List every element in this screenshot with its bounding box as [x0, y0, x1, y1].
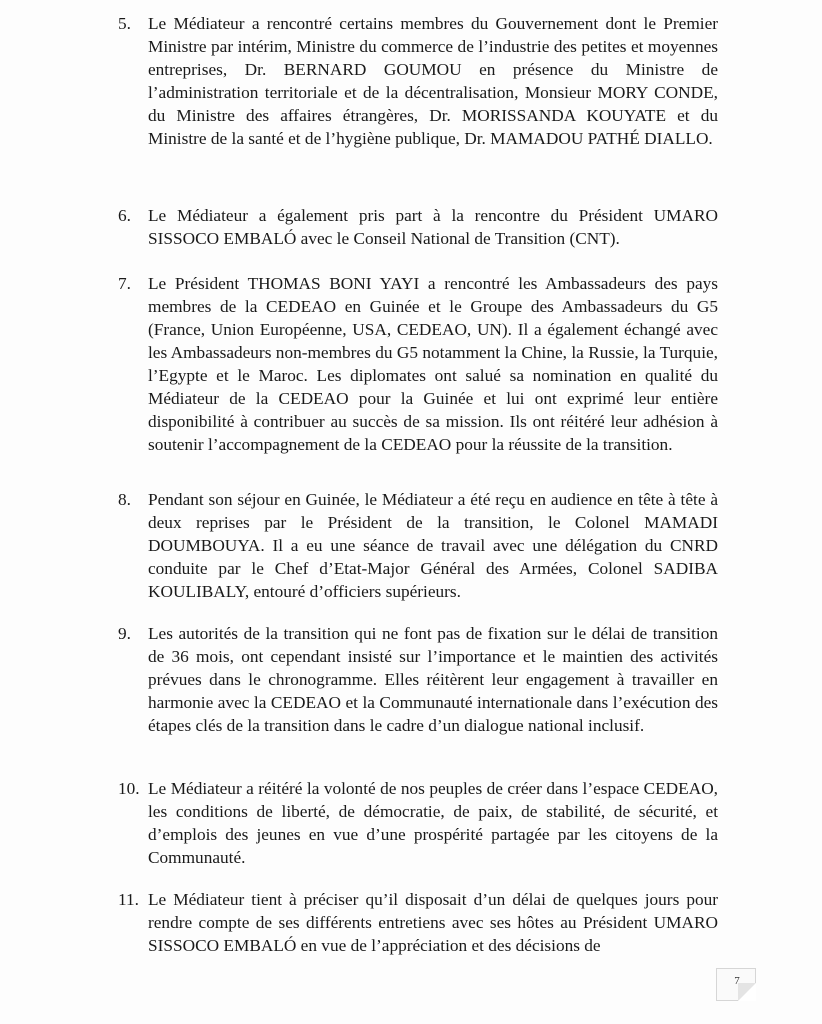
item-number: 8.: [118, 490, 131, 509]
item-number: 9.: [118, 624, 131, 643]
list-item: [118, 888, 718, 957]
item-text: Les autorités de la transition qui ne font pas de fixation sur le délai de transition de 36 mois, ont cependant insisté sur l’importance et le maintien des activités prévues dans le chronogramme. Elles réitèrent leur engagement à travailler en harmonie avec la CEDEAO et la Communauté internationale dans l’exécution des étapes clés de la transition dans le cadre d’un dialogue national inclusif.: [148, 624, 718, 735]
item-text: Le Président THOMAS BONI YAYI a rencontré les Ambassadeurs des pays membres de la CEDEAO en Guinée et le Groupe des Ambassadeurs du G5 (France, Union Européenne, USA, CEDEAO, UN). Il a également échangé avec les Ambassadeurs non-membres du G5 notamment la Chine, la Russie, la Turquie, l’Egypte et le Maroc. Les diplomates ont salué sa nomination en qualité du Médiateur de la CEDEAO pour la Guinée et lui ont exprimé leur entière disponibilité à contribuer au succès de sa mission. Ils ont réitéré leur adhésion à soutenir l’accompagnement de la CEDEAO pour la réussite de la transition.: [148, 274, 718, 454]
item-text: Le Médiateur a également pris part à la rencontre du Président UMARO SISSOCO EMBALÓ avec le Conseil National de Transition (CNT).: [148, 206, 718, 248]
list-item: [118, 488, 718, 603]
item-text: Le Médiateur a réitéré la volonté de nos peuples de créer dans l’espace CEDEAO, les conditions de liberté, de démocratie, de paix, de stabilité, de sécurité, et d’emplois des jeunes en vue d’une prospérité partagée par les citoyens de la Communauté.: [148, 779, 718, 867]
item-text: Pendant son séjour en Guinée, le Médiateur a été reçu en audience en tête à tête à deux reprises par le Président de la transition, le Colonel MAMADI DOUMBOUYA. Il a eu une séance de travail avec une délégation du CNRD conduite par le Chef d’Etat-Major Général des Armées, Colonel SADIBA KOULIBALY, entouré d’officiers supérieurs.: [148, 490, 718, 601]
list-item: [118, 204, 718, 250]
list-item: [118, 272, 718, 456]
list-item: [118, 777, 718, 869]
page-curl-corner: [738, 983, 756, 1001]
item-number: 11.: [118, 890, 139, 909]
item-number: 7.: [118, 274, 131, 293]
item-text: Le Médiateur a rencontré certains membres du Gouvernement dont le Premier Ministre par intérim, Ministre du commerce de l’industrie des petites et moyennes entreprises, Dr. BERNARD GOUMOU en présence du Ministre de l’administration territoriale et de la décentralisation, Monsieur MORY CONDE, du Ministre des affaires étrangères, Dr. MORISSANDA KOUYATE et du Ministre de la santé et de l’hygiène publique, Dr. MAMADOU PATHÉ DIALLO.: [148, 14, 718, 148]
list-item: [118, 622, 718, 737]
item-text: Le Médiateur tient à préciser qu’il disposait d’un délai de quelques jours pour rendre compte de ses différents entretiens avec ses hôtes au Président UMARO SISSOCO EMBALÓ en vue de l’appréciation et des décisions de: [148, 890, 718, 955]
page-number: 7: [734, 975, 740, 987]
list-item: [118, 12, 718, 150]
item-number: 5.: [118, 14, 131, 33]
item-number: 10.: [118, 779, 140, 798]
item-number: 6.: [118, 206, 131, 225]
page-number-box: [716, 968, 756, 1001]
